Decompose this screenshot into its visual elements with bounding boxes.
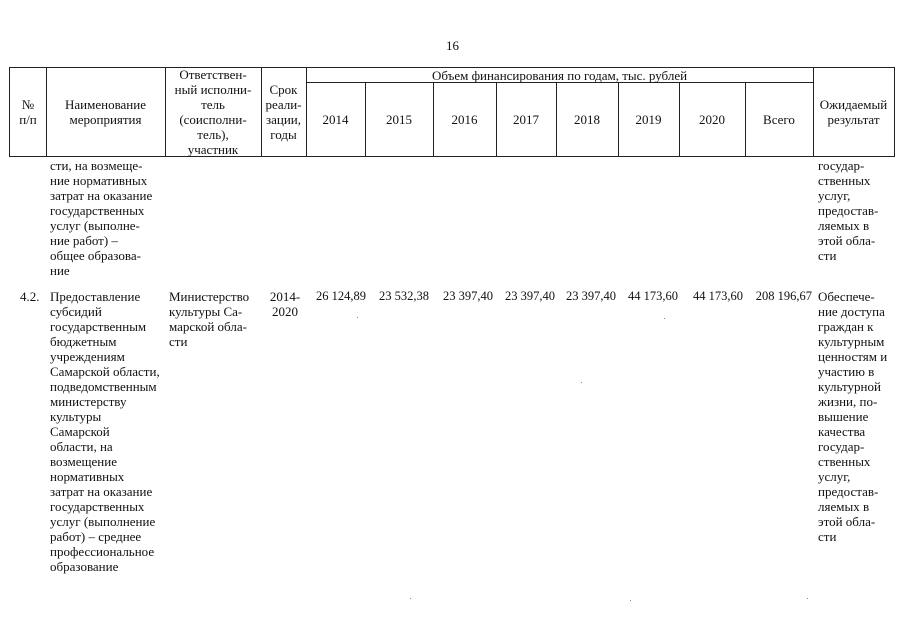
row-name: Предоставление субсидий государственным бюджетным учреждениям Самарской области, подведомственным министерству культуры Самарской области, на возмещение нормативных затрат на оказание государственных услуг (выполнение работ) – среднее профессиональное образование xyxy=(50,289,160,574)
header-year: 2018 xyxy=(574,112,600,127)
scan-speck xyxy=(664,318,665,319)
scan-speck xyxy=(630,600,631,601)
value-2018: 23 397,40 xyxy=(566,289,616,303)
scan-speck xyxy=(357,317,358,318)
header-year: 2020 xyxy=(699,112,725,127)
value-2017: 23 397,40 xyxy=(505,289,555,303)
scan-speck xyxy=(807,598,808,599)
header-term: Срок реали- зации, годы xyxy=(265,82,302,142)
row-responsible: Министерство культуры Са- марской обла- сти xyxy=(169,289,250,349)
scan-speck xyxy=(581,382,582,383)
header-year: 2017 xyxy=(513,112,539,127)
value-2014: 26 124,89 xyxy=(316,289,366,303)
header-responsible: Ответствен- ный исполни- тель (соисполни- тель), участник xyxy=(174,67,252,157)
value-2015: 23 532,38 xyxy=(379,289,429,303)
value-total: 208 196,67 xyxy=(755,289,812,303)
header-year: 2015 xyxy=(386,112,412,127)
value-2016: 23 397,40 xyxy=(443,289,493,303)
header-no: № п/п xyxy=(19,97,37,127)
header-result: Ожидаемый результат xyxy=(819,97,888,127)
header-year: 2016 xyxy=(451,112,478,127)
row-term: 2014- 2020 xyxy=(269,289,301,319)
value-2019: 44 173,60 xyxy=(628,289,678,303)
scan-speck xyxy=(410,598,411,599)
continuation-result: государ- ственных услуг, предостав- ляемых в этой обла- сти xyxy=(818,158,879,263)
page-number: 16 xyxy=(446,38,459,53)
row-result: Обеспече- ние доступа граждан к культурным ценностям и участию в культурной жизни, по- вышение качества государ- ственных услуг, предостав- ляемых в этой обла- сти xyxy=(818,289,888,544)
header-year: 2014 xyxy=(322,112,349,127)
header-name: Наименование мероприятия xyxy=(65,97,146,127)
continuation-name: сти, на возмеще- ние нормативных затрат на оказание государственных услуг (выполне- ние работ) – общее образова- ние xyxy=(50,158,153,278)
table-header xyxy=(9,67,895,157)
header-year: 2019 xyxy=(635,112,662,127)
header-total: Всего xyxy=(763,112,795,127)
row-number: 4.2. xyxy=(20,289,40,304)
header-funding: Объем финансирования по годам, тыс. рублей xyxy=(431,68,688,83)
value-2020: 44 173,60 xyxy=(693,289,743,303)
